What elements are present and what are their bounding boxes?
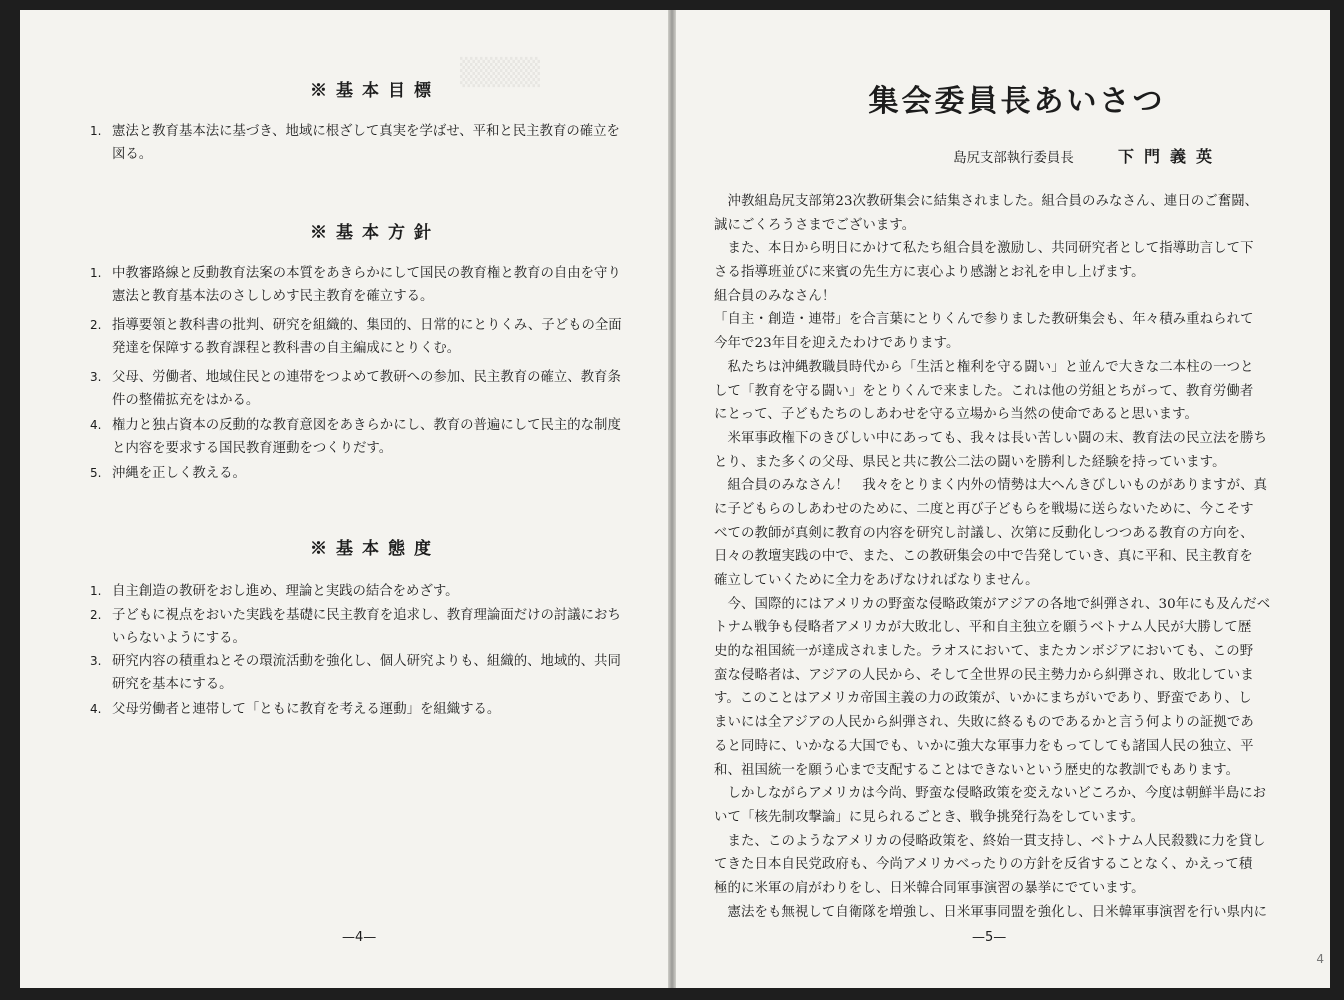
body-line: 確立していくために全力をあげなければなりません。 <box>714 573 1039 588</box>
body-line: また、本日から明日にかけて私たち組合員を激励し、共同研究者として指導助言して下 <box>714 241 1254 257</box>
body-line: して「教育を守る闘い」をとりくんで来ました。これは他の労組とちがって、教育労働者 <box>714 383 1254 399</box>
policy-item-2: 2. 指導要領と教科書の批判、研究を組織的、集団的、日常的にとりくみ、子どもの全面 発達を保障する教育課程と教科書の自主編成にとりくむ。 <box>90 318 622 356</box>
page-title: 集会委員長あいさつ <box>868 84 1166 119</box>
bleed-through-shadow: ▒▒▒▒ <box>460 58 540 88</box>
body-line: 沖教組島尻支部第23次教研集会に結集されました。組合員のみなさん、連日のご奮闘、 <box>714 194 1259 209</box>
page-number-left: —4— <box>342 930 377 945</box>
body-line: 今、国際的にはアメリカの野蛮な侵略政策がアジアの各地で糾弾され、30年にも及んだベ <box>714 596 1271 612</box>
attitude-item-1: 1. 自主創造の教研をおし進め、理論と実践の結合をめざす。 <box>90 584 459 599</box>
body-line: 「自主・創造・連帯」を合言葉にとりくんで参りました教研集会も、年々積み重ねられて <box>714 312 1254 328</box>
body-line: 今年で23年目を迎えたわけであります。 <box>714 336 960 352</box>
heading-basic-goal: ※基本目標 <box>310 81 440 101</box>
body-line: まいには全アジアの人民から糾弾され、失敗に終るものであるかと言う何よりの証拠であ <box>714 715 1254 731</box>
body-line: いて「核先制攻撃論」に見られるごとき、戦争挑発行為をしています。 <box>714 809 1145 825</box>
right-page <box>676 10 1330 988</box>
author-position: 島尻支部執行委員長 <box>953 151 1074 166</box>
speech-body <box>714 190 1271 924</box>
body-line: にとって、子どもたちのしあわせを守る立場から当然の使命であると思います。 <box>714 407 1199 423</box>
body-line: 私たちは沖縄教職員時代から「生活と権利を守る闘い」と並んで大きな二本柱の一つと <box>714 359 1254 375</box>
attitude-item-4: 4. 父母労働者と連帯して「ともに教育を考える運動」を組織する。 <box>90 702 501 717</box>
body-line: トナム戦争も侵略者アメリカが大敗北し、平和自主独立を願うベトナム人民が大勝して歴 <box>714 620 1252 636</box>
body-line: 和、祖国統一を願う心まで支配することはできないという歴史的な教訓でもあります。 <box>714 762 1240 778</box>
body-line: さる指導班並びに来賓の先生方に衷心より感謝とお礼を申し上げます。 <box>714 265 1145 281</box>
body-line: しかしながらアメリカは今尚、野蛮な侵略政策を変えないどころか、今度は朝鮮半島にお <box>714 786 1267 802</box>
body-line: 米軍事政権下のきびしい中にあっても、我々は長い苦しい闘の末、教育法の民立法を勝ち <box>714 430 1267 446</box>
author-name: 下門義英 <box>1117 147 1222 166</box>
goal-item-1: 1. 憲法と教育基本法に基づき、地域に根ざして真実を学ばせ、平和と民主教育の確立を 図る。 <box>90 124 620 162</box>
attitude-item-3: 3. 研究内容の積重ねとその環流活動を強化し、個人研究よりも、組織的、地域的、共同 研究を基本にする。 <box>90 654 621 692</box>
heading-basic-policy: ※基本方針 <box>310 223 440 243</box>
body-line: ると同時に、いかなる大国でも、いかに強大な軍事力をもってしても諸国人民の独立、平 <box>714 738 1254 754</box>
body-line: 組合員のみなさん！ 我々をとりまく内外の情勢は大へんきびしいものがありますが、真 <box>714 478 1268 494</box>
policy-item-4: 4. 権力と独占資本の反動的な教育意図をあきらかにし、教育の普遍にして民主的な制度 と内容を要求する国民教育運動をつくりだす。 <box>90 418 621 456</box>
left-page <box>20 10 668 988</box>
body-line: 憲法をも無視して自衛隊を増強し、日米軍事同盟を強化し、日米韓軍事演習を行い県内に <box>714 904 1268 920</box>
page-number-right: —5— <box>972 930 1007 945</box>
body-line: 極的に米軍の肩がわりをし、日米韓合同軍事演習の暴挙にでています。 <box>714 880 1145 896</box>
body-line: 史的な祖国統一が達成されました。ラオスにおいて、またカンボジアにおいても、この野 <box>714 644 1254 660</box>
body-line: てきた日本自民党政府も、今尚アメリカべったりの方針を反省することなく、かえって積 <box>714 857 1253 873</box>
body-line: とり、また多くの父母、県民と共に教公二法の闘いを勝利した経験を持っています。 <box>714 454 1226 470</box>
body-line: また、このようなアメリカの侵略政策を、終始一貫支持し、ベトナム人民殺戮に力を貸し <box>714 833 1266 849</box>
author-byline <box>953 144 1222 167</box>
policy-item-3: 3. 父母、労働者、地域住民との連帯をつよめて教研への参加、民主教育の確立、教育条 件の整備拡充をはかる。 <box>90 370 621 408</box>
policy-item-5: 5. 沖縄を正しく教える。 <box>90 466 246 481</box>
body-line: べての教師が真剣に教育の内容を研究し討議し、次第に反動化しつつある教育の方向を、 <box>714 525 1254 541</box>
body-line: す。このことはアメリカ帝国主義の力の政策が、いかにまちがいであり、野蛮であり、し <box>714 691 1252 707</box>
book-gutter <box>668 10 676 988</box>
policy-item-1: 1. 中教審路線と反動教育法案の本質をあきらかにして国民の教育権と教育の自由を守り 憲法と教育基本法のさししめす民主教育を確立する。 <box>90 266 621 304</box>
body-line: 日々の教壇実践の中で、また、この教研集会の中で告発していき、真に平和、民主教育を <box>714 549 1253 565</box>
body-line: 蛮な侵略者は、アジアの人民から、そして全世界の民主勢力から糾弾され、敗北していま <box>714 667 1254 683</box>
attitude-item-2: 2. 子どもに視点をおいた実践を基礎に民主教育を追求し、教育理論面だけの討議におち いらないようにする。 <box>90 608 621 646</box>
body-line: 誠にごくろうさまでございます。 <box>714 217 916 233</box>
body-line: 組合員のみなさん！ <box>714 288 836 304</box>
body-line: に子どもらのしあわせのために、二度と再び子どもらを戦場に送らないために、今こそす <box>714 501 1254 517</box>
corner-mark: 4 <box>1316 952 1324 966</box>
heading-basic-attitude: ※基本態度 <box>310 539 440 559</box>
